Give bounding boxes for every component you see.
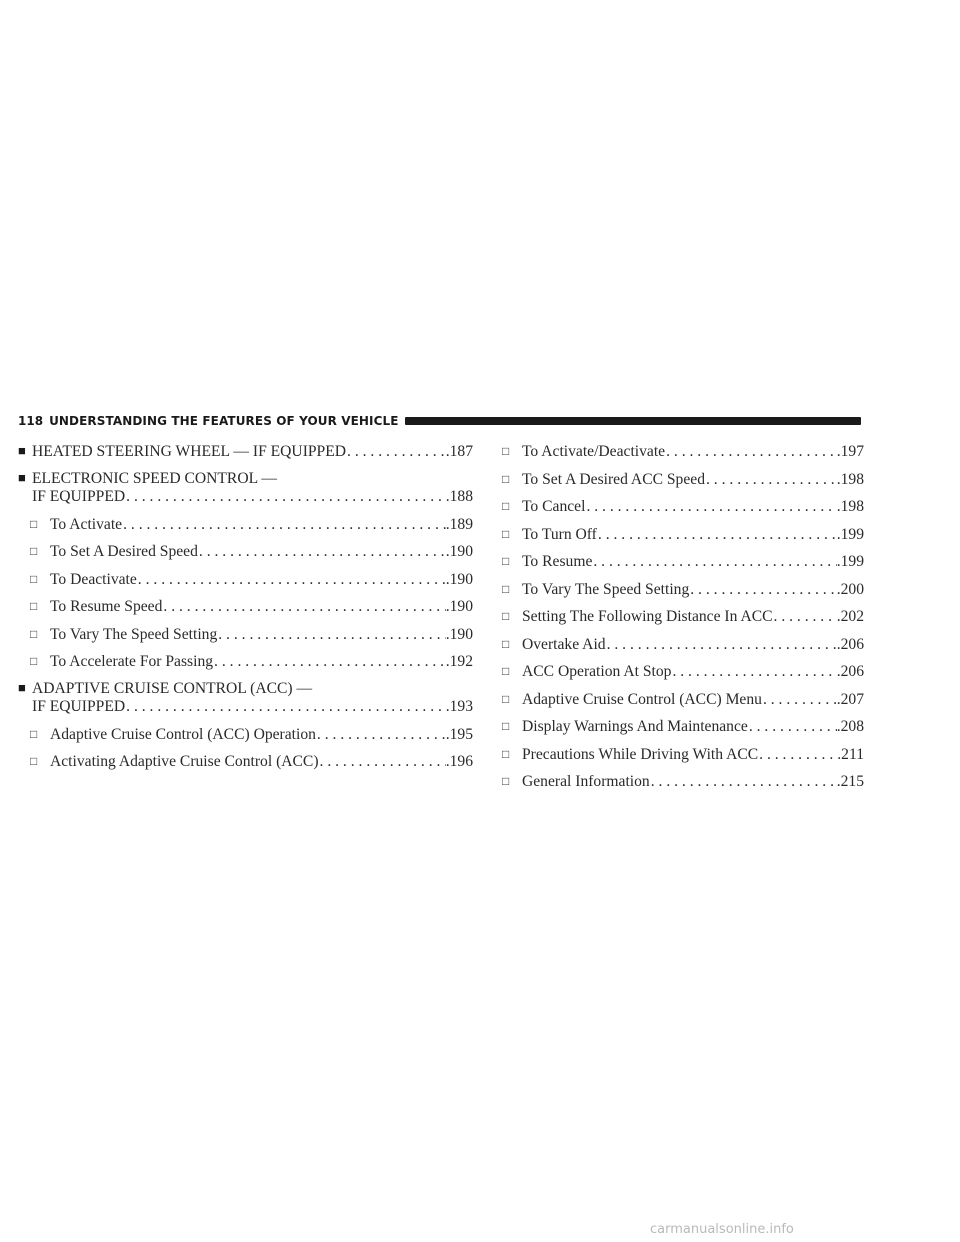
toc-entry-page: .196 (445, 753, 473, 770)
toc-entry-minor[interactable] (502, 663, 864, 681)
toc-left-column (18, 436, 473, 771)
page-number: 118 (18, 414, 44, 428)
dot-leader (198, 543, 446, 561)
toc-entry-label: To Resume Speed (50, 598, 163, 615)
dot-leader (650, 773, 837, 791)
hollow-square-icon: □ (502, 554, 510, 568)
hollow-square-icon: □ (30, 544, 38, 558)
toc-entry-minor[interactable] (502, 636, 864, 654)
toc-entry-label: IF EQUIPPED (32, 698, 126, 715)
dot-leader (665, 443, 837, 461)
toc-entry-label: Overtake Aid (522, 635, 606, 653)
hollow-square-icon: □ (30, 599, 38, 613)
toc-entry-minor[interactable] (18, 516, 473, 534)
dot-leader (606, 636, 837, 654)
toc-entry-minor[interactable] (502, 443, 864, 461)
toc-entry-minor[interactable] (18, 543, 473, 561)
toc-entry-page: .192 (445, 653, 473, 670)
dot-leader (762, 691, 837, 709)
toc-entry-continuation[interactable] (18, 698, 473, 716)
dot-leader (597, 526, 837, 544)
filled-square-icon: ■ (18, 470, 26, 485)
toc-entry-label: To Cancel (522, 498, 586, 515)
toc-entry-page: .199 (836, 525, 864, 543)
dot-leader (125, 488, 446, 506)
toc-entry-minor[interactable] (502, 691, 864, 709)
toc-entry-minor[interactable] (502, 746, 864, 764)
toc-entry-page: .211 (837, 745, 864, 763)
hollow-square-icon: □ (30, 726, 38, 741)
toc-entry-page: .198 (836, 470, 864, 488)
section-title: UNDERSTANDING THE FEATURES OF YOUR VEHICLE (49, 414, 399, 428)
toc-entry-page: .206 (836, 663, 864, 680)
filled-square-icon: ■ (18, 680, 26, 695)
hollow-square-icon: □ (502, 609, 510, 623)
toc-entry-label: To Activate (50, 515, 123, 533)
toc-entry-continuation[interactable] (18, 488, 473, 506)
filled-square-icon: ■ (18, 443, 26, 458)
hollow-square-icon: □ (502, 691, 510, 706)
toc-entry-page: .206 (836, 635, 864, 653)
toc-entry-major[interactable] (18, 470, 473, 488)
dot-leader (748, 718, 837, 736)
toc-entry-label: To Vary The Speed Setting (50, 625, 218, 643)
hollow-square-icon: □ (30, 626, 38, 641)
toc-entry-page: .215 (836, 773, 864, 790)
toc-entry-label: To Resume (522, 553, 593, 570)
dot-leader (125, 698, 446, 716)
toc-entry-label: IF EQUIPPED (32, 488, 126, 505)
hollow-square-icon: □ (30, 654, 38, 668)
toc-entry-minor[interactable] (502, 498, 864, 516)
toc-entry-minor[interactable] (502, 608, 864, 626)
toc-entry-page: .202 (836, 608, 864, 625)
toc-entry-page: .187 (445, 443, 473, 460)
hollow-square-icon: □ (502, 774, 510, 788)
hollow-square-icon: □ (502, 444, 510, 458)
hollow-square-icon: □ (502, 471, 510, 486)
hollow-square-icon: □ (502, 664, 510, 678)
dot-leader (592, 553, 836, 571)
toc-entry-major[interactable] (18, 680, 473, 698)
toc-entry-minor[interactable] (18, 598, 473, 616)
toc-entry-label: Adaptive Cruise Control (ACC) Operation (50, 725, 316, 743)
toc-entry-label: To Deactivate (50, 570, 137, 588)
dot-leader (213, 653, 446, 671)
toc-entry-minor[interactable] (502, 553, 864, 571)
toc-entry-page: .189 (445, 515, 473, 533)
hollow-square-icon: □ (502, 581, 510, 596)
toc-entry-minor[interactable] (502, 581, 864, 599)
toc-entry-page: .197 (836, 443, 864, 460)
dot-leader (319, 753, 446, 771)
hollow-square-icon: □ (502, 526, 510, 541)
toc-entry-label: Activating Adaptive Cruise Control (ACC) (50, 753, 319, 770)
toc-entry-minor[interactable] (18, 571, 473, 589)
toc-entry-page: .200 (836, 580, 864, 598)
hollow-square-icon: □ (30, 516, 38, 531)
toc-entry-label: To Set A Desired Speed (50, 543, 198, 560)
toc-entry-minor[interactable] (18, 726, 473, 744)
toc-entry-label: ACC Operation At Stop (522, 663, 672, 680)
toc-entry-label: To Activate/Deactivate (522, 443, 666, 460)
dot-leader (705, 471, 837, 489)
toc-entry-page: .198 (836, 498, 864, 515)
toc-entry-label: HEATED STEERING WHEEL — IF EQUIPPED (32, 443, 347, 460)
toc-entry-label: General Information (522, 773, 650, 790)
toc-entry-label: Precautions While Driving With ACC (522, 745, 759, 763)
dot-leader (671, 663, 836, 681)
hollow-square-icon: □ (502, 746, 510, 761)
toc-entry-label: Adaptive Cruise Control (ACC) Menu (522, 690, 762, 708)
toc-entry-page: .195 (445, 725, 473, 743)
toc-entry-minor[interactable] (18, 653, 473, 671)
toc-entry-page: .190 (445, 570, 473, 588)
dot-leader (758, 746, 837, 764)
dot-leader (585, 498, 836, 516)
toc-entry-label: To Set A Desired ACC Speed (522, 470, 705, 488)
hollow-square-icon: □ (30, 571, 38, 586)
dot-leader (122, 516, 446, 534)
hollow-square-icon: □ (502, 499, 510, 513)
toc-entry-minor[interactable] (502, 526, 864, 544)
toc-entry-label: ELECTRONIC SPEED CONTROL — (32, 470, 278, 487)
dot-leader (773, 608, 837, 626)
toc-entry-page: .207 (836, 690, 864, 708)
hollow-square-icon: □ (502, 636, 510, 651)
page-header (18, 412, 861, 430)
toc-right-column (502, 436, 864, 791)
watermark: carmanualsonline.info (650, 1222, 794, 1237)
toc-entry-label: ADAPTIVE CRUISE CONTROL (ACC) — (32, 680, 313, 697)
dot-leader (316, 726, 446, 744)
toc-entry-page: .190 (445, 625, 473, 643)
dot-leader (137, 571, 446, 589)
toc-entry-page: .190 (445, 543, 473, 560)
toc-entry-minor[interactable] (502, 718, 864, 736)
toc-entry-page: .188 (445, 488, 473, 505)
toc-entry-label: To Vary The Speed Setting (522, 580, 690, 598)
hollow-square-icon: □ (502, 719, 510, 733)
dot-leader (689, 581, 836, 599)
toc-entry-label: Setting The Following Distance In ACC (522, 608, 773, 625)
toc-entry-minor[interactable] (18, 626, 473, 644)
toc-entry-minor[interactable] (502, 773, 864, 791)
toc-entry-label: To Turn Off (522, 525, 597, 543)
toc-entry-minor[interactable] (502, 471, 864, 489)
header-rule (405, 417, 861, 425)
toc-entry-label: To Accelerate For Passing (50, 653, 214, 670)
toc-entry-page: .208 (836, 718, 864, 735)
dot-leader (217, 626, 445, 644)
toc-entry-label: Display Warnings And Maintenance (522, 718, 748, 735)
toc-entry-page: .199 (836, 553, 864, 570)
toc-entry-minor[interactable] (18, 753, 473, 771)
toc-entry-page: .193 (445, 698, 473, 715)
dot-leader (346, 443, 446, 461)
toc-entry-major[interactable] (18, 443, 473, 461)
hollow-square-icon: □ (30, 754, 38, 768)
toc-entry-page: .190 (445, 598, 473, 615)
dot-leader (162, 598, 445, 616)
